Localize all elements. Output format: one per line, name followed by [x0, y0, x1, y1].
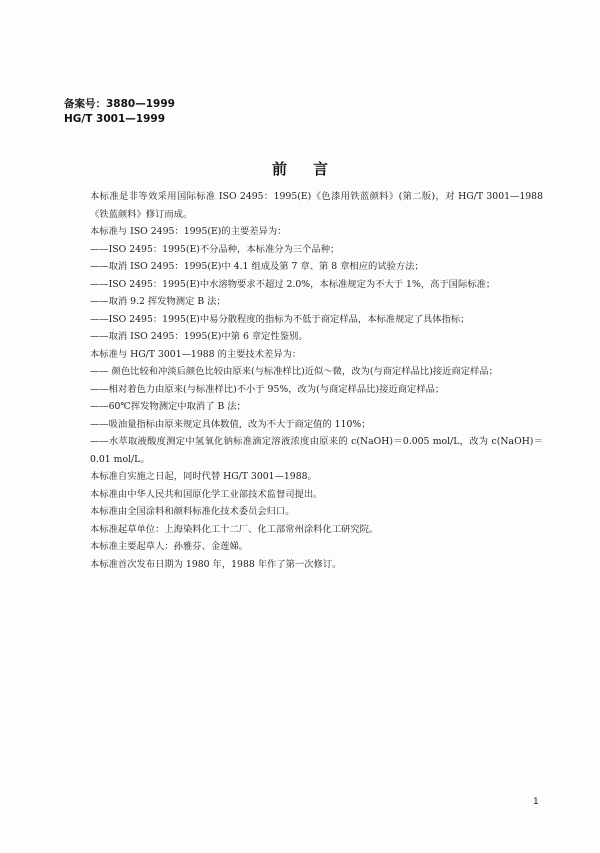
- paragraph-committee: 本标准由全国涂料和颜料标准化技术委员会归口。: [90, 506, 295, 517]
- list-item: ——ISO 2495：1995(E)中易分散程度的指标为不低于商定样品，本标准规定了具体指标；: [90, 313, 470, 325]
- list-item: —— 颜色比较和冲淡后颜色比较由原来(与标准样比)近似～微，改为(与商定样品比)接近商定样品；: [90, 366, 498, 377]
- page-title: 前言: [271, 160, 354, 178]
- standard-code: HG/T 3001—1999: [64, 113, 166, 125]
- list-item: ——吸油量指标由原来规定具体数值，改为不大于商定值的 110%；: [90, 418, 371, 430]
- list-item: ——ISO 2495：1995(E)不分品种，本标准分为三个品种；: [90, 243, 340, 255]
- paragraph-iso-differences-heading: 本标准与 ISO 2495：1995(E)的主要差异为：: [90, 226, 287, 237]
- document-header: [64, 97, 175, 127]
- list-item: ——取消 9.2 挥发物测定 B 法；: [90, 296, 226, 307]
- paragraph-drafting-units: 本标准起草单位：上海染料化工十二厂、化工部常州涂料化工研究院。: [90, 523, 379, 535]
- paragraph-intro: 本标准是非等效采用国际标准 ISO 2495：1995(E)《色漆用铁蓝颜料》(第二版)，对 HG/T 3001—1988《铁蓝颜料》修订而成。: [90, 191, 543, 220]
- filing-number: 备案号：3880—1999: [64, 98, 175, 110]
- body-text: [73, 188, 543, 573]
- paragraph-hgt-differences-heading: 本标准与 HG/T 3001—1988 的主要技术差异为：: [90, 348, 302, 360]
- paragraph-proposer: 本标准由中华人民共和国原化学工业部技术监督司提出。: [90, 488, 323, 500]
- list-item: ——取消 ISO 2495：1995(E)中第 6 章定性鉴别。: [90, 331, 308, 342]
- list-item: ——相对着色力由原来(与标准样比)不小于 95%，改为(与商定样品比)接近商定样品；: [90, 383, 445, 395]
- paragraph-drafters: 本标准主要起草人：孙雅芬、金莲娣。: [90, 541, 249, 552]
- paragraph-replacement: 本标准自实施之日起，同时代替 HG/T 3001—1988。: [90, 471, 317, 482]
- list-item: ——60℃挥发物测定中取消了 B 法；: [90, 401, 246, 412]
- list-item: ——水萃取液酸度测定中氢氧化钠标准滴定溶液浓度由原来的 c(NaOH)＝0.005 mol/L，改为 c(NaOH)＝0.01 mol/L。: [90, 436, 543, 465]
- page-number: 1: [533, 797, 539, 807]
- paragraph-history: 本标准首次发布日期为 1980 年，1988 年作了第一次修订。: [90, 558, 342, 570]
- list-item: ——ISO 2495：1995(E)中水溶物要求不超过 2.0%，本标准规定为不大于 1%，高于国际标准；: [90, 278, 496, 290]
- list-item: ——取消 ISO 2495：1995(E)中 4.1 组成及第 7 章、第 8 章相应的试验方法；: [90, 261, 424, 272]
